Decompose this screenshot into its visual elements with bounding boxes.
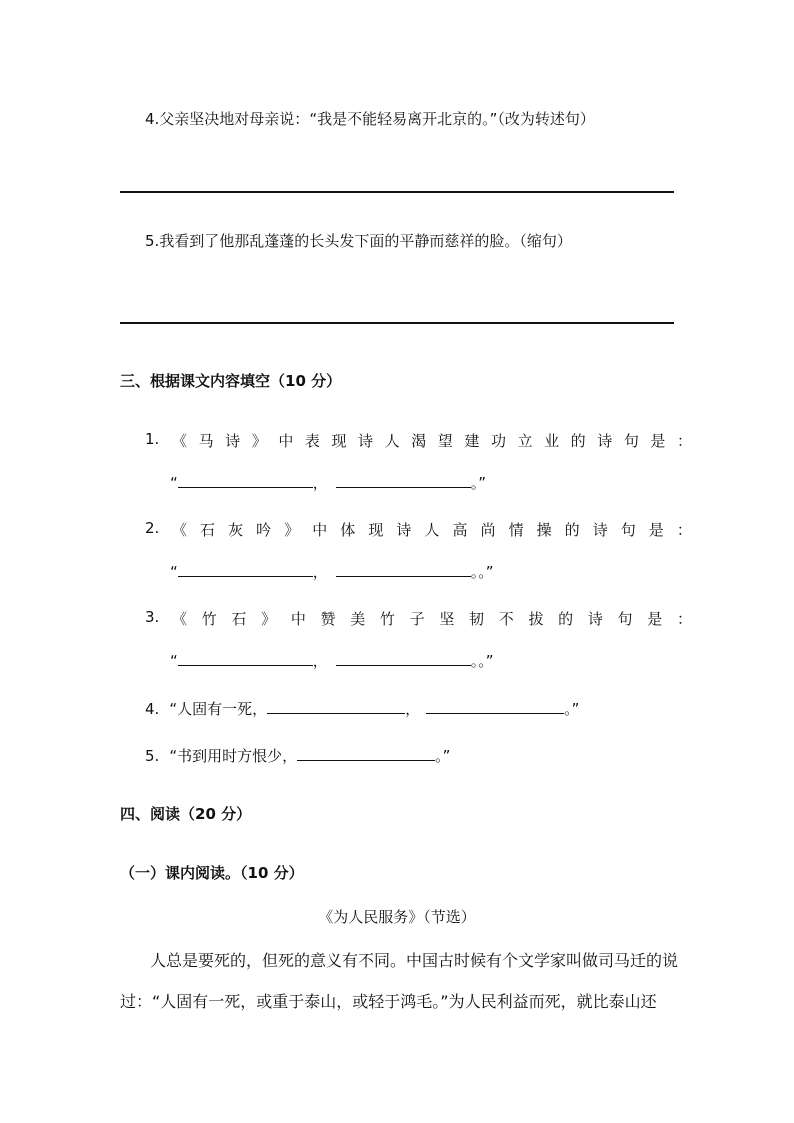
prompt-char: 现 (368, 521, 384, 539)
prompt-char: 立 (517, 432, 533, 450)
prompt-char: 人 (424, 521, 440, 539)
prompt-char: 的 (564, 521, 580, 539)
prompt-char: ： (676, 521, 692, 539)
prompt-char: 中 (290, 610, 306, 628)
prompt-char: 《 (172, 521, 188, 539)
prompt-char: 》 (251, 432, 267, 450)
prompt-char: 灰 (228, 521, 244, 539)
comma: ， (312, 563, 328, 581)
fill-item-4-number: 4. (145, 700, 160, 718)
fill-item-2-number: 2. (145, 519, 160, 537)
prompt-char: ： (676, 610, 692, 628)
prompt-char: 句 (617, 610, 633, 628)
prompt-char: 诗 (358, 432, 374, 450)
fill-item-4-row (145, 698, 579, 719)
comma: ， (312, 474, 328, 492)
prompt-char: 吟 (256, 521, 272, 539)
question-4-rewrite: 4.父亲坚决地对母亲说：“我是不能轻易离开北京的。”（改为转述句） (145, 110, 595, 128)
answer-blank[interactable] (178, 473, 313, 488)
prompt-char: 中 (278, 432, 294, 450)
answer-line-4 (120, 191, 674, 193)
close-quote: 。。” (470, 563, 494, 581)
subsection-title: （一）课内阅读。（10 分） (120, 864, 304, 882)
prompt-char: 人 (384, 432, 400, 450)
prompt-char: 诗 (396, 521, 412, 539)
prompt-char: 现 (331, 432, 347, 450)
fill-item-2-prompt (172, 519, 692, 540)
fill-item-2-answer-row (170, 561, 494, 582)
close-quote: 。” (435, 747, 451, 765)
prompt-char: 功 (490, 432, 506, 450)
prompt-char: 是 (650, 432, 666, 450)
prompt-char: 子 (409, 610, 425, 628)
prompt-char: 渴 (411, 432, 427, 450)
prompt-char: 尚 (480, 521, 496, 539)
answer-blank[interactable] (336, 473, 471, 488)
prompt-char: 诗 (225, 432, 241, 450)
prompt-char: 》 (284, 521, 300, 539)
answer-blank[interactable] (426, 699, 564, 714)
close-quote: 。。” (470, 652, 494, 670)
prompt-char: 操 (536, 521, 552, 539)
prompt-char: 中 (312, 521, 328, 539)
fill-item-3-answer-row (170, 650, 494, 671)
comma: ， (312, 652, 328, 670)
prompt-char: 诗 (597, 432, 613, 450)
prompt-char: 赞 (320, 610, 336, 628)
fill-item-5-prefix: “书到用时方恨少， (169, 747, 298, 765)
prompt-char: 石 (231, 610, 247, 628)
open-quote: “ (170, 474, 178, 492)
prompt-char: 拔 (528, 610, 544, 628)
passage-line-2: 过：“人固有一死，或重于泰山，或轻于鸿毛。”为人民利益而死，就比泰山还 (120, 992, 657, 1011)
prompt-char: 高 (452, 521, 468, 539)
prompt-char: 竹 (379, 610, 395, 628)
answer-blank[interactable] (336, 651, 471, 666)
prompt-char: 的 (558, 610, 574, 628)
prompt-char: 的 (570, 432, 586, 450)
passage-title: 《为人民服务》（节选） (318, 908, 476, 926)
answer-blank[interactable] (297, 746, 435, 761)
fill-item-5-row (145, 745, 450, 766)
prompt-char: 石 (200, 521, 216, 539)
prompt-char: 不 (498, 610, 514, 628)
prompt-char: 马 (198, 432, 214, 450)
prompt-char: 《 (172, 432, 188, 450)
prompt-char: 业 (544, 432, 560, 450)
fill-item-4-prefix: “人固有一死， (169, 700, 268, 718)
prompt-char: 是 (647, 610, 663, 628)
fill-item-1-number: 1. (145, 430, 160, 448)
open-quote: “ (170, 563, 178, 581)
question-5-condense: 5.我看到了他那乱蓬蓬的长头发下面的平静而慈祥的脸。（缩句） (145, 232, 572, 250)
fill-item-3-prompt (172, 608, 692, 629)
section-4-title: 四、阅读（20 分） (120, 805, 252, 823)
answer-blank[interactable] (336, 562, 471, 577)
comma: ， (405, 700, 421, 718)
answer-blank[interactable] (178, 562, 313, 577)
fill-item-1-answer-row (170, 472, 486, 493)
prompt-char: 望 (437, 432, 453, 450)
prompt-char: 诗 (592, 521, 608, 539)
prompt-char: 建 (464, 432, 480, 450)
prompt-char: 》 (261, 610, 277, 628)
prompt-char: 句 (623, 432, 639, 450)
close-quote: 。” (564, 700, 580, 718)
prompt-char: 表 (304, 432, 320, 450)
prompt-char: ： (676, 432, 692, 450)
prompt-char: 情 (508, 521, 524, 539)
open-quote: “ (170, 652, 178, 670)
fill-item-1-prompt (172, 430, 692, 451)
prompt-char: 坚 (439, 610, 455, 628)
prompt-char: 诗 (587, 610, 603, 628)
prompt-char: 美 (350, 610, 366, 628)
passage-line-1: 人总是要死的，但死的意义有不同。中国古时候有个文学家叫做司马迁的说 (150, 951, 679, 970)
prompt-char: 体 (340, 521, 356, 539)
fill-item-5-number: 5. (145, 747, 160, 765)
prompt-char: 是 (648, 521, 664, 539)
close-quote: 。” (470, 474, 487, 492)
fill-item-3-number: 3. (145, 608, 160, 626)
section-3-title: 三、根据课文内容填空（10 分） (120, 372, 342, 390)
answer-blank[interactable] (267, 699, 405, 714)
prompt-char: 句 (620, 521, 636, 539)
prompt-char: 《 (172, 610, 188, 628)
prompt-char: 韧 (469, 610, 485, 628)
answer-blank[interactable] (178, 651, 313, 666)
prompt-char: 竹 (201, 610, 217, 628)
answer-line-5 (120, 322, 674, 324)
